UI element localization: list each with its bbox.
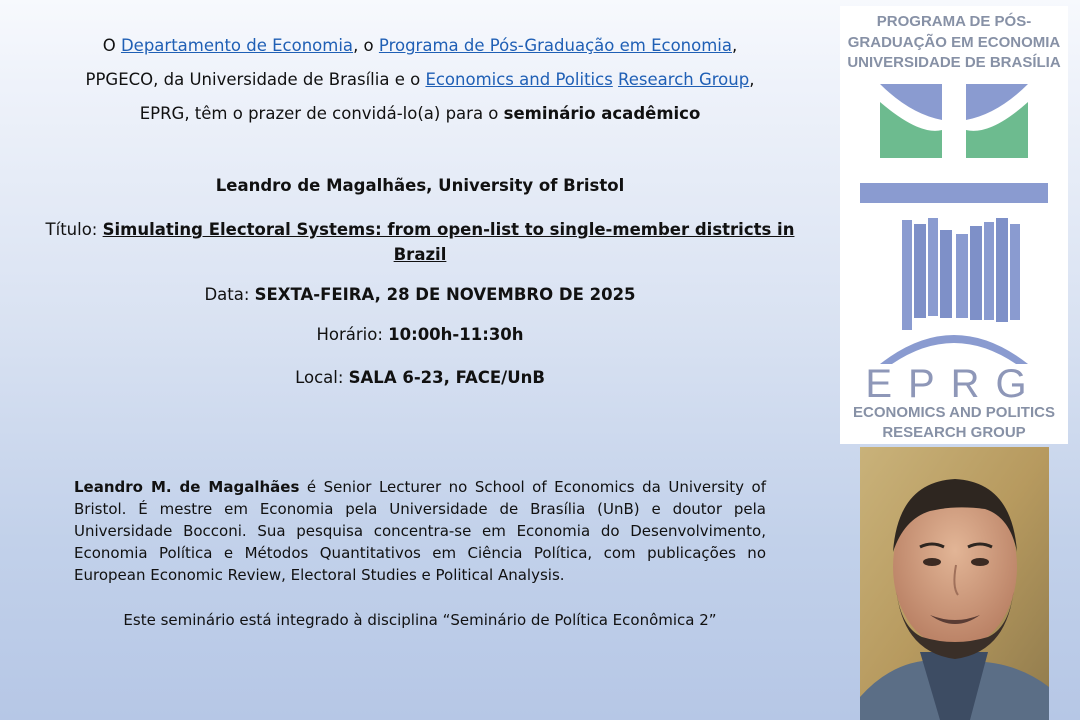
eprg-logo-line-2: RESEARCH GROUP [882,424,1026,441]
link-economics-and-politics[interactable]: Economics and Politics [425,70,613,89]
time-line: Horário: 10:00h-11:30h [316,325,524,344]
seminar-title: Título: Simulating Electoral Systems: from open-list to single-member districts in Brazil [45,220,795,264]
eprg-logo-icon [840,214,1068,364]
speaker-bio: Leandro M. de Magalhães é Senior Lecturer no School of Economics da University of Bristol. É mestre em Economia pela Universidade de Brasília (UnB) e doutor pela Universidade Bocconi. Sua pesquisa concentra-se em Economia do Desenvolvimento, Economia Política e Métodos Quantitativos em Ciência Política, com publicações no European Economic Review, Electoral Studies e Political Analysis. [74,478,766,584]
ppgeco-logo-line-1: PROGRAMA DE PÓS- [876,13,1032,30]
eprg-letters: EPRG [865,362,1043,406]
unb-logo-icon [840,80,1068,162]
link-programa-pos-graduacao[interactable]: Programa de Pós-Graduação em Economia [378,36,732,55]
date-line: Data: SEXTA-FEIRA, 28 DE NOVEMBRO DE 2025 [204,285,636,304]
link-research-group[interactable]: Research Group [618,70,750,89]
logo-panel [840,6,1068,444]
intro-line-3: EPRG, têm o prazer de convidá-lo(a) para o seminário acadêmico [139,104,701,123]
link-departamento-economia[interactable]: Departamento de Economia [120,36,354,55]
intro-line-2: PPGECO, da Universidade de Brasília e o Economics and Politics Research Group, [85,70,755,89]
ppgeco-logo-line-3: UNIVERSIDADE DE BRASÍLIA [847,54,1061,71]
speaker-photo [860,447,1049,720]
course-note: Este seminário está integrado à disciplina “Seminário de Política Econômica 2” [123,611,717,629]
place-line: Local: SALA 6-23, FACE/UnB [295,368,545,387]
intro-line-1: O Departamento de Economia, o Programa de Pós-Graduação em Economia, [102,36,738,55]
ppgeco-logo-line-2: GRADUAÇÃO EM ECONOMIA [847,34,1061,51]
speaker: Leandro de Magalhães, University of Bristol [215,176,625,195]
eprg-logo-line-1: ECONOMICS AND POLITICS [853,404,1055,421]
divider-bar [860,183,1048,203]
